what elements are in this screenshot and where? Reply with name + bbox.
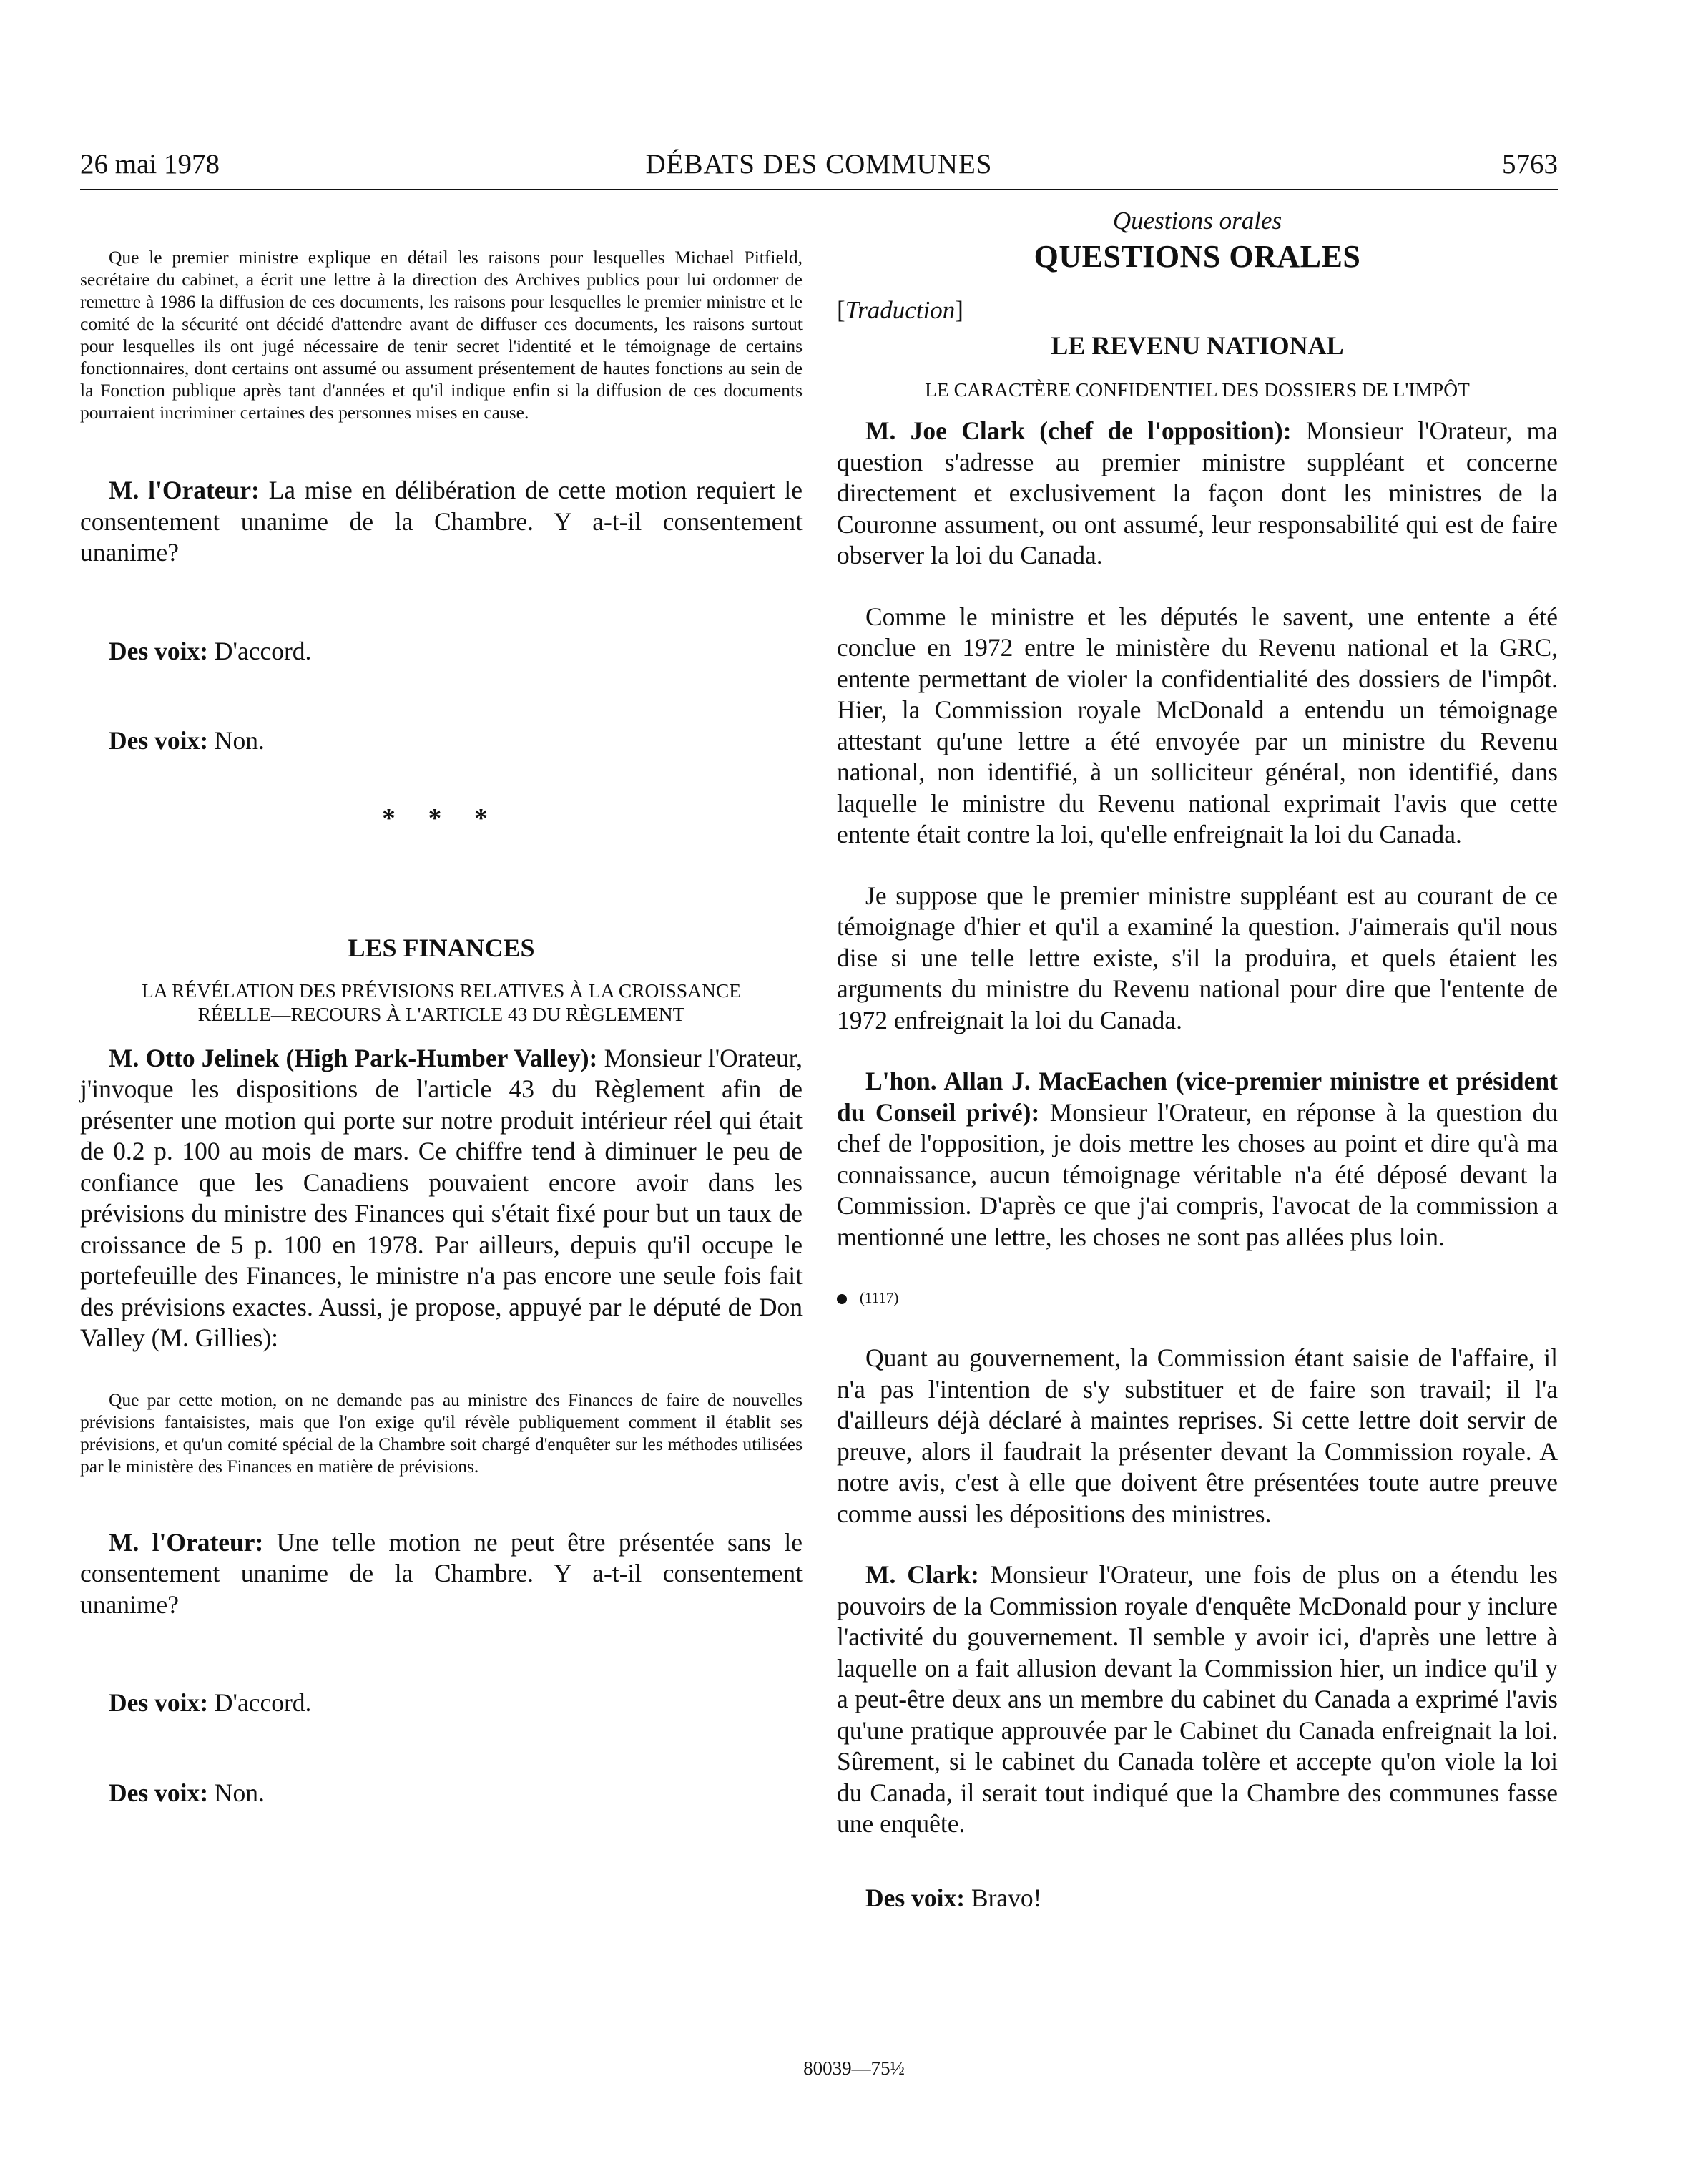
clark-paragraph-1: [837, 416, 1558, 572]
voices-label: Des voix:: [109, 726, 209, 755]
clark-paragraph-3: Je suppose que le premier ministre suppléant est au courant de ce témoignage d'hier et qu'il a examiné la question. J'aimerais qu'il nous dise si une telle lettre existe, s'il la produira, et quels étaient les arguments du ministre du Revenu national pour dire que l'entente de 1972 enfreignait la loi du Canada.: [837, 881, 1558, 1034]
timestamp-marker: [837, 1287, 1558, 1308]
voices-text: Bravo!: [965, 1883, 1042, 1912]
speaker-name: M. Otto Jelinek (High Park-Humber Valley):: [109, 1043, 598, 1072]
clark-paragraph-4: [837, 1560, 1558, 1840]
motion-text-archives: Que le premier ministre explique en détail les raisons pour lesquelles Michael Pitfield, secrétaire du cabinet, a écrit une lettre à la direction des Archives publics pour lui ordonner de remettre à 1986 la diffusion de ces documents, les raisons pour lesquelles le premier ministre et le comité de la sécurité ont décidé d'attendre avant de diffuser ces documents, les raisons surtout pour lesquelles ils ont jugé nécessaire de tenir secret l'identité et le témoignage de certains fonctionnaires, dont certains ont assumé ou assument présentement de hautes fonctions au sein de la Fonction publique après tant d'années et qu'il indique enfin si la diffusion de ces documents pourraient incriminer certaines des personnes mises en cause.: [80, 247, 803, 423]
revenue-heading: LE REVENU NATIONAL: [1051, 331, 1344, 360]
motion-text-finances: Que par cette motion, on ne demande pas au ministre des Finances de faire de nouvelles prévisions fantaisistes, mais que l'on exige qu'il révèle publiquement comment il établit ses prévisions, et qu'un comité spécial de la Chambre soit chargé d'enquêter sur les méthodes utilisées par le ministère des Finances en matière de prévisions.: [80, 1389, 803, 1477]
maceachen-paragraph-2: Quant au gouvernement, la Commission étant saisie de l'affaire, il n'a pas l'intention de s'y substituer et de faire son travail; il l'a d'ailleurs déjà déclaré à maintes reprises. Si cette lettre doit servir de preuve, alors il faudrait la présenter devant la Commission royale. A notre avis, c'est à elle que doivent être présentées toute autre preuve comme aussi les dépositions des ministres.: [837, 1343, 1558, 1528]
header-page-number: 5763: [1502, 149, 1558, 180]
timestamp: (1117): [860, 1289, 899, 1306]
speaker-paragraph-2: [80, 1527, 803, 1621]
footer-code: 80039—75½: [803, 2057, 905, 2079]
voices-label: Des voix:: [109, 1778, 209, 1807]
right-column: [837, 205, 1558, 1914]
speaker-text: Monsieur l'Orateur, une fois de plus on a étendu les pouvoirs de la Commission royale d'enquête McDonald pour y inclure l'activité du gouvernement. Il semble y avoir ici, d'après une lettre à laquelle on a fait allusion devant la Commission hier, un indice qu'il y a peut-être deux ans un membre du cabinet du Canada a exprimé l'avis qu'une pratique approuvée par le Cabinet du Canada enfreignait la loi. Sûrement, si le cabinet du Canada tolère et accepte qu'on viole la loi du Canada, il serait tout indiqué que la Chambre des communes fasse une enquête.: [837, 1560, 1558, 1838]
header-date: 26 mai 1978: [80, 149, 220, 180]
left-column: [80, 205, 803, 1808]
header-title: DÉBATS DES COMMUNES: [645, 149, 993, 180]
voices-paragraph-4: [80, 1778, 803, 1809]
jelinek-paragraph: [80, 1043, 803, 1354]
speaker-text: La mise en délibération de cette motion requiert le consentement unanime de la Chambre. Y a-t-il consentement unanime?: [80, 476, 803, 567]
running-head: Questions orales: [1112, 207, 1282, 235]
voices-text: D'accord.: [208, 636, 312, 665]
speaker-name: M. Joe Clark (chef de l'opposition):: [865, 416, 1292, 445]
page-header: [80, 146, 1558, 190]
voices-label: Des voix:: [865, 1883, 966, 1912]
finances-subheading-line1: LA RÉVÉLATION DES PRÉVISIONS RELATIVES À LA CROISSANCE: [141, 979, 742, 1002]
clark-paragraph-2: Comme le ministre et les députés le savent, une entente a été conclue en 1972 entre le ministère du Revenu national et la GRC, entente permettant de violer la confidentialité des dossiers de l'impôt. Hier, la Commission royale McDonald a entendu un témoignage attestant qu'une lettre a été envoyée par un ministre du Revenu national, non identifié, à un solliciteur général, non identifié, dans laquelle le ministre du Revenu national exprimait l'avis que cette entente était contre la loi, qu'elle enfreignait la loi du Canada.: [837, 602, 1558, 848]
voices-text: Non.: [208, 726, 265, 755]
voices-label: Des voix:: [109, 1688, 209, 1717]
speaker-paragraph-1: [80, 475, 803, 569]
voices-paragraph-5: [837, 1883, 1558, 1914]
voices-text: D'accord.: [208, 1688, 312, 1717]
voices-text: Non.: [208, 1778, 265, 1807]
finances-heading: LES FINANCES: [348, 933, 535, 962]
bullet-icon: [837, 1294, 847, 1304]
speaker-name: M. Clark:: [865, 1560, 979, 1589]
revenue-subheading: LE CARACTÈRE CONFIDENTIEL DES DOSSIERS DE L'IMPÔT: [925, 378, 1470, 401]
section-separator: * * *: [382, 803, 501, 833]
voices-label: Des voix:: [109, 636, 209, 665]
oral-questions-heading: QUESTIONS ORALES: [1034, 239, 1361, 274]
speaker-name: M. l'Orateur:: [109, 476, 260, 504]
voices-paragraph-1: [80, 636, 803, 667]
speaker-text: Monsieur l'Orateur, en réponse à la question du chef de l'opposition, je dois mettre les choses au point et dire qu'à ma connaissance, aucun témoignage véritable n'a été déposé devant la Commission. D'après ce que j'ai compris, l'avocat de la commission a mentionné une lettre, les choses ne sont pas allées plus loin.: [837, 1097, 1558, 1251]
speaker-name: L'hon. Allan J. MacEachen (vice-premier ministre et président du Conseil privé):: [837, 1067, 1558, 1127]
speaker-text: Une telle motion ne peut être présentée sans le consentement unanime de la Chambre. Y a-t-il consentement unanime?: [80, 1527, 803, 1619]
translation-label: Traduction: [845, 296, 956, 324]
voices-paragraph-2: [80, 725, 803, 757]
finances-subheading-line2: RÉELLE—RECOURS À L'ARTICLE 43 DU RÈGLEMENT: [197, 1002, 685, 1025]
maceachen-paragraph-1: [837, 1066, 1558, 1253]
voices-paragraph-3: [80, 1688, 803, 1719]
speaker-text: Monsieur l'Orateur, j'invoque les dispositions de l'article 43 du Règlement afin de présenter une motion qui porte sur notre produit intérieur réel qui était de 0.2 p. 100 au mois de mars. Ce chiffre tend à diminuer le peu de confiance que les Canadiens pouvaient encore avoir dans les prévisions du ministre des Finances qui s'était fixé pour but un taux de croissance de 5 p. 100 en 1978. Par ailleurs, depuis qu'il occupe le portefeuille des Finances, le ministre n'a pas encore une seule fois fait des prévisions exactes. Aussi, je propose, appuyé par le député de Don Valley (M. Gillies):: [80, 1043, 803, 1352]
speaker-text: Monsieur l'Orateur, ma question s'adresse au premier ministre suppléant et concerne directement et exclusivement la façon dont les ministres de la Couronne assument, ou ont assumé, leur responsabilité qui est de faire observer la loi du Canada.: [837, 416, 1558, 569]
speaker-name: M. l'Orateur:: [109, 1527, 264, 1557]
translation-tag: [Traduction]: [837, 296, 963, 324]
